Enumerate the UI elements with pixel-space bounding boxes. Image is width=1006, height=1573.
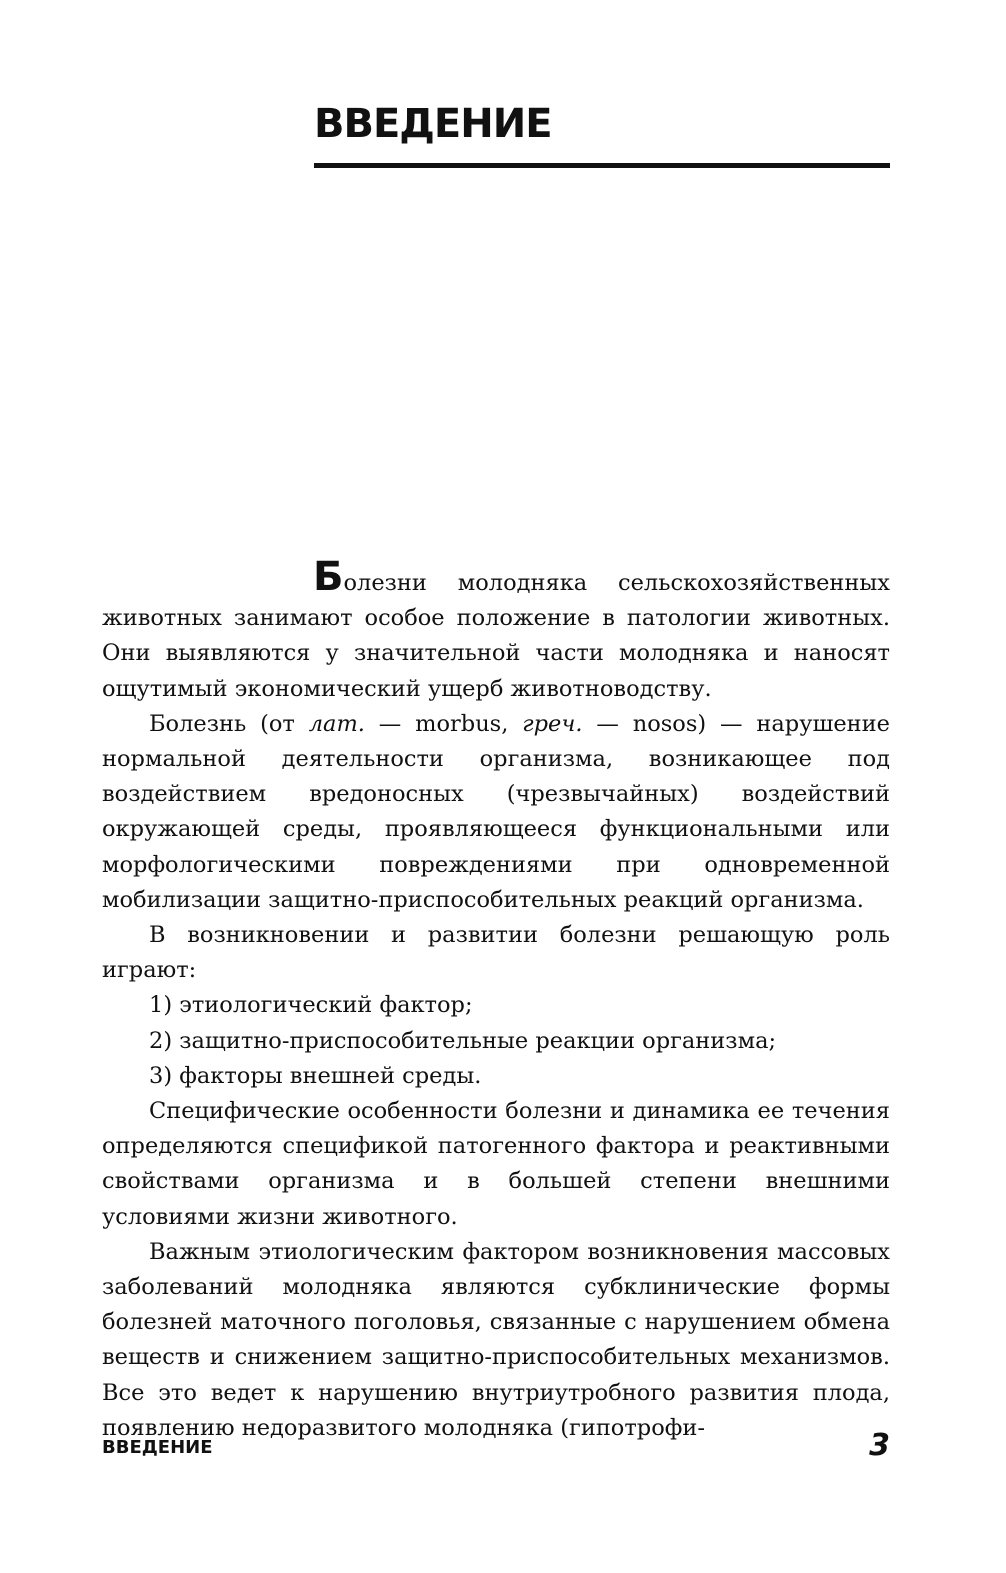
paragraph-factors: В возникновении и развитии болезни решающую роль играют: — [102, 922, 890, 984]
paragraph-definition — [102, 707, 890, 918]
latin-abbrev: лат. — [308, 710, 365, 737]
paragraph-specifics: Специфические особенности болезни и динамика ее течения определяются спецификой патогенного фактора и реактивными свойствами организма и в большей степени внешними условиями жизни животного. — [102, 1098, 890, 1230]
paragraph-etiology: Важным этиологическим фактором возникновения массовых заболеваний молодняка являются субклинические формы болезней маточного поголовья, связанные с нарушением обмена веществ и снижением защитно-приспособительных механизмов. Все это ведет к нарушению внутриутробного развития плода, появлению недоразвитого молодняка (гипотрофи- — [102, 1238, 890, 1441]
title-rule — [314, 163, 890, 168]
body-text — [102, 554, 890, 1446]
definition-part-c: — nosos) — нарушение нормальной деятельности организма, возникающее под воздействием вредоносных (чрезвычайных) воздействий окружающей среды, проявляющееся функциональными или морфологическими повреждениями при одновременной мобилизации защитно-приспособительных реакций организма. — [102, 710, 890, 913]
page-number: 3 — [869, 1428, 890, 1463]
drop-cap: Б — [313, 554, 344, 600]
paragraph-intro — [102, 554, 890, 707]
greek-abbrev: греч. — [522, 710, 583, 737]
list-item: 3) факторы внешней среды. — [149, 1062, 482, 1089]
chapter-title: ВВЕДЕНИЕ — [314, 101, 552, 147]
paragraph-intro-text: олезни молодняка сельскохозяйственных животных занимают особое положение в патологии животных. Они выявляются у значительной части молодняка и наносят ощутимый экономический ущерб животноводству. — [102, 570, 890, 702]
list-item: 2) защитно-приспособительные реакции организма; — [149, 1027, 777, 1054]
definition-part-b: — morbus, — [364, 710, 523, 737]
definition-part-a: Болезнь (от — [149, 710, 309, 737]
running-footer-title: ВВЕДЕНИЕ — [102, 1437, 213, 1458]
list-item: 1) этиологический фактор; — [149, 992, 473, 1019]
